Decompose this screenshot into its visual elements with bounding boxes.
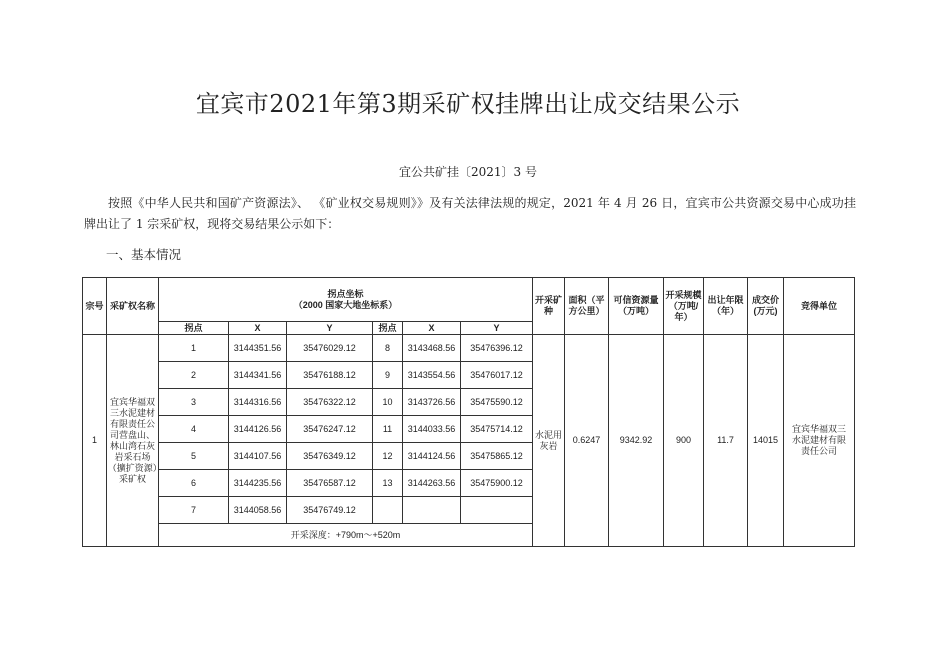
header-reserve: 可信资源量（万吨） xyxy=(609,278,664,335)
point-y xyxy=(461,497,533,524)
subheader-point-1: 拐点 xyxy=(159,322,229,335)
point-y: 35476247.12 xyxy=(287,416,373,443)
point-y: 35475590.12 xyxy=(461,389,533,416)
point-number: 4 xyxy=(159,416,229,443)
point-y: 35476749.12 xyxy=(287,497,373,524)
header-mine-name: 采矿权名称 xyxy=(107,278,159,335)
point-x: 3144107.56 xyxy=(229,443,287,470)
table-row xyxy=(83,335,855,362)
header-winner: 竞得单位 xyxy=(784,278,855,335)
point-y: 35476188.12 xyxy=(287,362,373,389)
header-term: 出让年限（年） xyxy=(704,278,748,335)
point-number: 8 xyxy=(373,335,403,362)
point-y: 35475865.12 xyxy=(461,443,533,470)
point-number: 12 xyxy=(373,443,403,470)
record-mine-name: 宜宾华福双三水泥建材有限责任公司营盘山、林山湾石灰岩采石场（擴扩资源）采矿权 xyxy=(107,335,159,547)
point-x: 3144351.56 xyxy=(229,335,287,362)
header-coordinates xyxy=(159,278,533,322)
header-coordinates-system: （2000 国家大地坐标系） xyxy=(293,299,398,310)
point-number: 5 xyxy=(159,443,229,470)
record-area: 0.6247 xyxy=(565,335,609,547)
document-number: 宜公共矿挂〔2021〕3 号 xyxy=(399,165,537,179)
record-price: 14015 xyxy=(748,335,784,547)
point-number: 3 xyxy=(159,389,229,416)
point-x: 3144058.56 xyxy=(229,497,287,524)
header-scale: 开采规模（万吨/年） xyxy=(664,278,704,335)
header-area: 面积（平方公里） xyxy=(565,278,609,335)
page-title: 宜宾市2021年第3期采矿权挂牌出让成交结果公示 xyxy=(195,90,741,118)
point-y: 35475900.12 xyxy=(461,470,533,497)
point-number: 11 xyxy=(373,416,403,443)
point-x: 3144263.56 xyxy=(403,470,461,497)
point-x: 3144341.56 xyxy=(229,362,287,389)
result-table xyxy=(82,277,855,547)
point-number: 9 xyxy=(373,362,403,389)
header-mineral: 开采矿种 xyxy=(533,278,565,335)
header-no: 宗号 xyxy=(83,278,107,335)
point-x: 3144235.56 xyxy=(229,470,287,497)
record-mineral: 水泥用灰岩 xyxy=(533,335,565,547)
record-winner: 宜宾华福双三水泥建材有限责任公司 xyxy=(784,335,855,547)
point-number: 2 xyxy=(159,362,229,389)
point-x: 3143726.56 xyxy=(403,389,461,416)
depth-note: 开采深度：+790m～+520m xyxy=(159,524,533,547)
header-price: 成交价(万元) xyxy=(748,278,784,335)
subheader-x-2: X xyxy=(403,322,461,335)
point-number: 1 xyxy=(159,335,229,362)
point-y: 35476029.12 xyxy=(287,335,373,362)
point-x: 3143554.56 xyxy=(403,362,461,389)
point-x: 3144316.56 xyxy=(229,389,287,416)
point-x: 3144033.56 xyxy=(403,416,461,443)
point-number: 6 xyxy=(159,470,229,497)
section-heading: 一、基本情况 xyxy=(106,247,182,262)
point-number: 10 xyxy=(373,389,403,416)
point-number: 13 xyxy=(373,470,403,497)
record-reserve: 9342.92 xyxy=(609,335,664,547)
intro-paragraph: 按照《中华人民共和国矿产资源法》、 《矿业权交易规则》》及有关法律法规的规定，2021 年 4 月 26 日，宜宾市公共资源交易中心成功挂牌出让了 1 宗采矿权，现将交易结果公示如下： xyxy=(84,196,856,231)
subheader-y-2: Y xyxy=(461,322,533,335)
record-scale: 900 xyxy=(664,335,704,547)
point-x xyxy=(403,497,461,524)
subheader-point-2: 拐点 xyxy=(373,322,403,335)
point-y: 35475714.12 xyxy=(461,416,533,443)
point-y: 35476587.12 xyxy=(287,470,373,497)
record-term: 11.7 xyxy=(704,335,748,547)
point-y: 35476017.12 xyxy=(461,362,533,389)
point-x: 3144126.56 xyxy=(229,416,287,443)
point-y: 35476322.12 xyxy=(287,389,373,416)
point-y: 35476349.12 xyxy=(287,443,373,470)
point-number: 7 xyxy=(159,497,229,524)
point-number xyxy=(373,497,403,524)
point-x: 3143468.56 xyxy=(403,335,461,362)
point-y: 35476396.12 xyxy=(461,335,533,362)
header-coordinates-title: 拐点坐标 xyxy=(327,288,364,299)
subheader-y-1: Y xyxy=(287,322,373,335)
subheader-x-1: X xyxy=(229,322,287,335)
record-no: 1 xyxy=(83,335,107,547)
point-x: 3144124.56 xyxy=(403,443,461,470)
